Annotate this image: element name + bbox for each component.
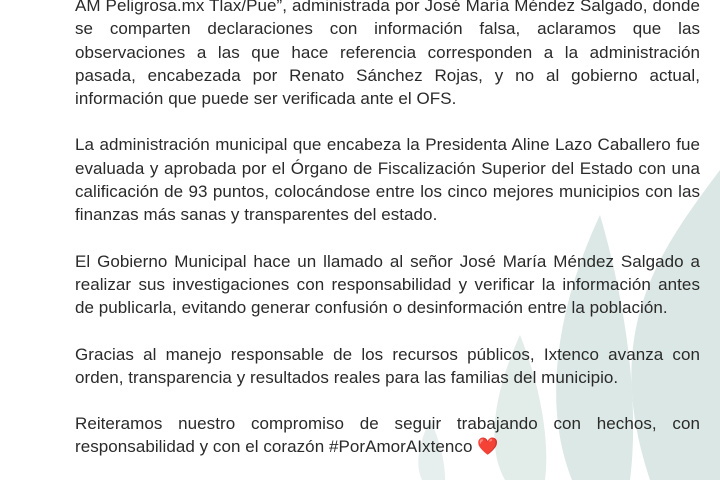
heart-icon: ❤️ bbox=[477, 437, 499, 457]
statement-body bbox=[75, 0, 700, 480]
paragraph-thanks: Gracias al manejo responsable de los recursos públicos, Ixtenco avanza con orden, transparencia y resultados reales para las familias del municipio. bbox=[75, 344, 700, 387]
paragraph-evaluation: La administración municipal que encabeza la Presidenta Aline Lazo Caballero fue evaluada y aprobada por el Órgano de Fiscalización Superior del Estado con una calificación de 93 puntos, colocándose entre los cinco mejores municipios con las finanzas más sanas y transparentes del estado. bbox=[75, 135, 700, 225]
paragraph-clarification: AM Peligrosa.mx Tlax/Pue”, administrada por José María Méndez Salgado, donde se comparten declaraciones con información falsa, aclaramos que las observaciones a las que hace referencia corresponden a la administración pasada, encabezada por Renato Sánchez Rojas, y no al gobierno actual, información que puede ser verificada ante el OFS. bbox=[75, 0, 700, 109]
paragraph-commitment bbox=[75, 412, 700, 459]
commitment-text: Reiteramos nuestro compromiso de seguir trabajando con hechos, con responsabilidad y con el corazón #PorAmorAIxtenco bbox=[75, 414, 700, 457]
paragraph-call-to-responsibility: El Gobierno Municipal hace un llamado al señor José María Méndez Salgado a realizar sus investigaciones con responsabilidad y verificar la información antes de publicarla, evitando generar confusión o desinformación entre la población. bbox=[75, 251, 700, 318]
